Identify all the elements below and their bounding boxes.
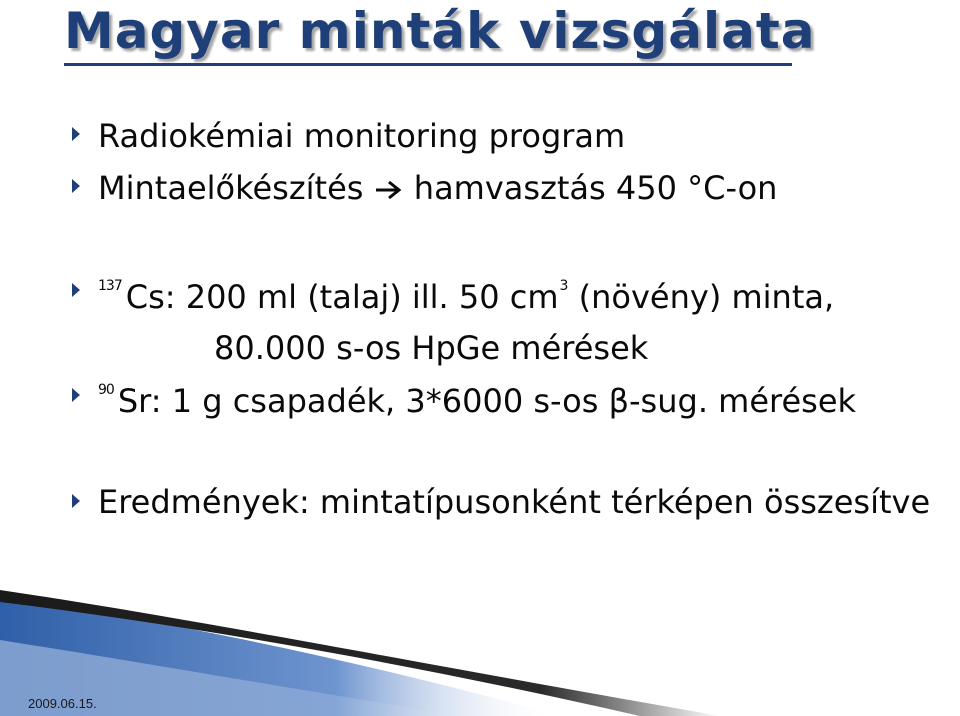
bullet-text-2-a: Mintaelőkészítés [98,169,374,207]
slide-title: Magyar minták vizsgálata [64,2,816,60]
superscript-3: 3 [559,278,569,294]
bullet-text-3-b: (növény) minta, [568,278,835,316]
bullet-text-5-a: Sr: 1 g csapadék, 3*6000 s-os β-sug. mérések [117,382,857,420]
bullet-text-1: Radiokémiai monitoring program [98,117,626,155]
bullet-text-3-a: Cs: 200 ml (talaj) ill. 50 cm [125,278,559,316]
isotope-mass-137: 137 [98,278,122,294]
bullet-text-4: 80.000 s-os HpGe mérések [214,329,649,367]
bullet-text-2-b: hamvasztás 450 °C-on [413,169,778,207]
slide-date: 2009.06.15. [28,696,97,711]
bullet-text-6: Eredmények: mintatípusonként térképen összesítve [98,483,931,521]
isotope-mass-90: 90 [98,382,114,398]
